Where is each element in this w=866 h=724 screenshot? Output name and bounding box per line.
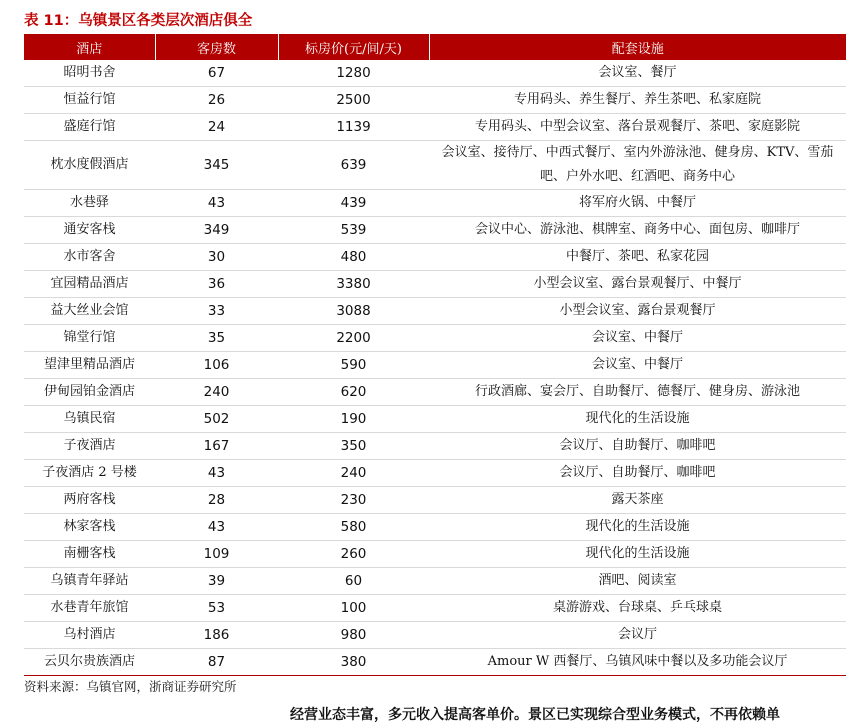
hotel-name-cell: 云贝尔贵族酒店 [24, 649, 155, 676]
hotel-name-cell: 乌镇民宿 [24, 406, 155, 433]
hotel-name-cell: 望津里精品酒店 [24, 352, 155, 379]
table-row [24, 352, 846, 379]
facilities-cell: 会议室、餐厅 [429, 60, 846, 87]
facilities-cell: 会议厅、自助餐厅、咖啡吧 [429, 433, 846, 460]
table-row [24, 541, 846, 568]
table-row [24, 60, 846, 87]
price-cell: 350 [278, 433, 429, 460]
facilities-cell: 现代化的生活设施 [429, 406, 846, 433]
facilities-cell: 露天茶座 [429, 487, 846, 514]
price-cell: 1139 [278, 114, 429, 141]
hotel-name-cell: 宜园精品酒店 [24, 271, 155, 298]
room-count-cell: 33 [155, 298, 278, 325]
hotel-name-cell: 益大丝业会馆 [24, 298, 155, 325]
room-count-cell: 39 [155, 568, 278, 595]
table-row [24, 406, 846, 433]
facilities-cell: 行政酒廊、宴会厅、自助餐厅、德餐厅、健身房、游泳池 [429, 379, 846, 406]
header-price: 标房价(元/间/天) [278, 34, 429, 60]
room-count-cell: 30 [155, 244, 278, 271]
room-count-cell: 67 [155, 60, 278, 87]
room-count-cell: 345 [155, 141, 278, 190]
facilities-cell: 酒吧、阅读室 [429, 568, 846, 595]
hotel-name-cell: 昭明书舍 [24, 60, 155, 87]
hotel-name-cell: 水巷青年旅馆 [24, 595, 155, 622]
facilities-cell: 小型会议室、露台景观餐厅、中餐厅 [429, 271, 846, 298]
room-count-cell: 36 [155, 271, 278, 298]
price-cell: 590 [278, 352, 429, 379]
facilities-cell: 小型会议室、露台景观餐厅 [429, 298, 846, 325]
hotel-name-cell: 伊甸园铂金酒店 [24, 379, 155, 406]
hotel-name-cell: 水巷驿 [24, 190, 155, 217]
room-count-cell: 43 [155, 514, 278, 541]
table-row [24, 514, 846, 541]
price-cell: 539 [278, 217, 429, 244]
table-header-row [24, 34, 846, 60]
facilities-cell: 会议室、接待厅、中西式餐厅、室内外游泳池、健身房、KTV、雪茄吧、户外水吧、红酒吧、商务中心 [429, 141, 846, 190]
room-count-cell: 349 [155, 217, 278, 244]
hotel-name-cell: 枕水度假酒店 [24, 141, 155, 190]
hotel-name-cell: 通安客栈 [24, 217, 155, 244]
price-cell: 980 [278, 622, 429, 649]
room-count-cell: 87 [155, 649, 278, 676]
room-count-cell: 26 [155, 87, 278, 114]
room-count-cell: 43 [155, 190, 278, 217]
header-facilities: 配套设施 [429, 34, 846, 60]
price-cell: 2200 [278, 325, 429, 352]
facilities-cell: 会议室、中餐厅 [429, 325, 846, 352]
room-count-cell: 240 [155, 379, 278, 406]
facilities-cell: 专用码头、中型会议室、落台景观餐厅、茶吧、家庭影院 [429, 114, 846, 141]
price-cell: 2500 [278, 87, 429, 114]
facilities-cell: 会议厅 [429, 622, 846, 649]
table-row [24, 141, 846, 190]
hotel-name-cell: 乌村酒店 [24, 622, 155, 649]
room-count-cell: 109 [155, 541, 278, 568]
table-row [24, 87, 846, 114]
facilities-cell: 桌游游戏、台球桌、乒乓球桌 [429, 595, 846, 622]
hotel-name-cell: 锦堂行馆 [24, 325, 155, 352]
price-cell: 620 [278, 379, 429, 406]
hotel-name-cell: 乌镇青年驿站 [24, 568, 155, 595]
body-text-cutoff: 经营业态丰富，多元收入提高客单价。景区已实现综合型业务模式，不再依赖单 [290, 707, 780, 723]
price-cell: 260 [278, 541, 429, 568]
price-cell: 1280 [278, 60, 429, 87]
table-row [24, 271, 846, 298]
table-row [24, 379, 846, 406]
header-rooms: 客房数 [155, 34, 278, 60]
price-cell: 60 [278, 568, 429, 595]
hotel-name-cell: 水市客舍 [24, 244, 155, 271]
price-cell: 190 [278, 406, 429, 433]
table-title: 表 11：乌镇景区各类层次酒店俱全 [24, 13, 253, 29]
facilities-cell: 会议室、中餐厅 [429, 352, 846, 379]
price-cell: 439 [278, 190, 429, 217]
price-cell: 380 [278, 649, 429, 676]
price-cell: 100 [278, 595, 429, 622]
table-row [24, 460, 846, 487]
facilities-cell: 中餐厅、茶吧、私家花园 [429, 244, 846, 271]
table-row [24, 649, 846, 676]
table-row [24, 244, 846, 271]
hotel-name-cell: 南栅客栈 [24, 541, 155, 568]
table-row [24, 622, 846, 649]
facilities-cell: 现代化的生活设施 [429, 541, 846, 568]
facilities-cell: 专用码头、养生餐厅、养生茶吧、私家庭院 [429, 87, 846, 114]
price-cell: 3088 [278, 298, 429, 325]
room-count-cell: 502 [155, 406, 278, 433]
price-cell: 639 [278, 141, 429, 190]
table-row [24, 190, 846, 217]
hotel-name-cell: 林家客栈 [24, 514, 155, 541]
table-row [24, 114, 846, 141]
facilities-cell: 会议中心、游泳池、棋牌室、商务中心、面包房、咖啡厅 [429, 217, 846, 244]
hotel-name-cell: 子夜酒店 2 号楼 [24, 460, 155, 487]
room-count-cell: 106 [155, 352, 278, 379]
header-hotel: 酒店 [24, 34, 155, 60]
hotel-name-cell: 盛庭行馆 [24, 114, 155, 141]
facilities-cell: 现代化的生活设施 [429, 514, 846, 541]
hotel-name-cell: 子夜酒店 [24, 433, 155, 460]
facilities-cell: Amour W 西餐厅、乌镇风味中餐以及多功能会议厅 [429, 649, 846, 676]
facilities-cell: 将军府火锅、中餐厅 [429, 190, 846, 217]
room-count-cell: 43 [155, 460, 278, 487]
price-cell: 580 [278, 514, 429, 541]
table-row [24, 217, 846, 244]
table-row [24, 325, 846, 352]
room-count-cell: 28 [155, 487, 278, 514]
table-row [24, 568, 846, 595]
room-count-cell: 35 [155, 325, 278, 352]
hotel-table [24, 34, 846, 676]
price-cell: 480 [278, 244, 429, 271]
table-row [24, 298, 846, 325]
table-row [24, 487, 846, 514]
room-count-cell: 167 [155, 433, 278, 460]
room-count-cell: 53 [155, 595, 278, 622]
price-cell: 3380 [278, 271, 429, 298]
facilities-cell: 会议厅、自助餐厅、咖啡吧 [429, 460, 846, 487]
price-cell: 230 [278, 487, 429, 514]
room-count-cell: 24 [155, 114, 278, 141]
price-cell: 240 [278, 460, 429, 487]
room-count-cell: 186 [155, 622, 278, 649]
table-row [24, 433, 846, 460]
source-note: 资料来源：乌镇官网，浙商证券研究所 [24, 679, 237, 694]
hotel-name-cell: 恒益行馆 [24, 87, 155, 114]
table-row [24, 595, 846, 622]
hotel-name-cell: 两府客栈 [24, 487, 155, 514]
